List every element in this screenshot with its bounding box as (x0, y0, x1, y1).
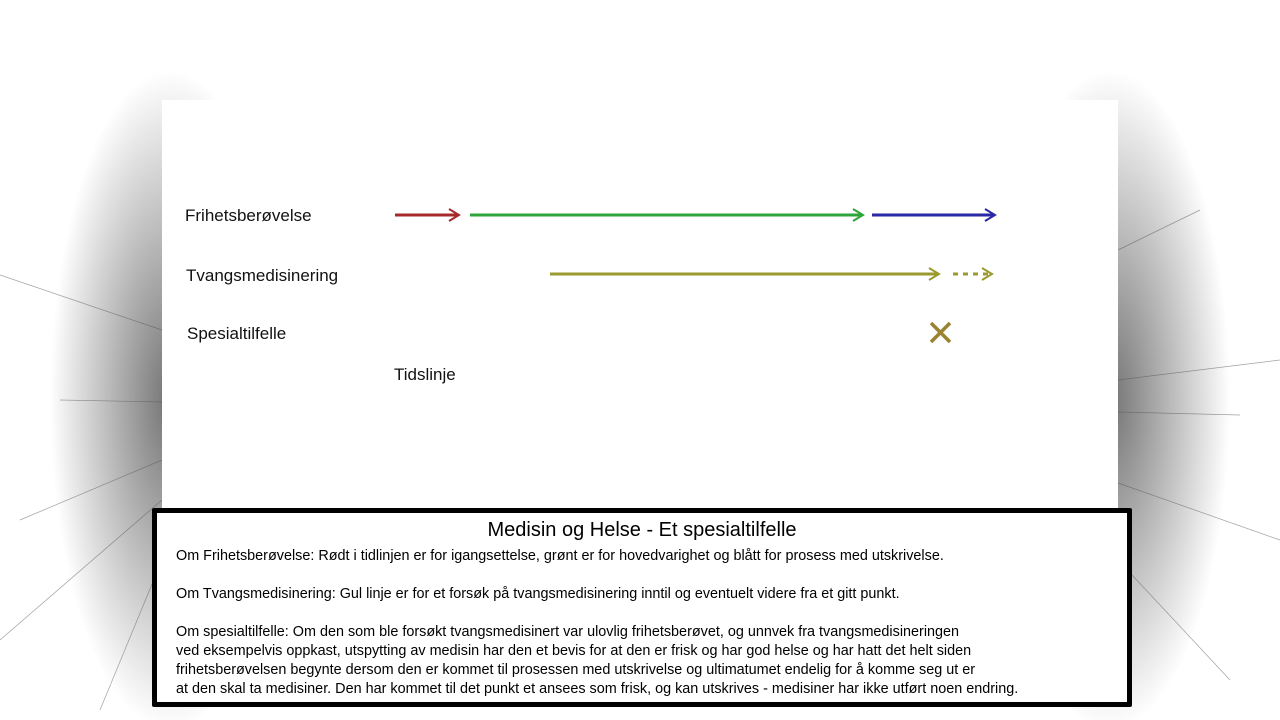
timeline-label: Tidslinje (394, 365, 456, 384)
info-spesial-line: ved eksempelvis oppkast, utspytting av medisin har den et bevis for at den er frisk og har god helse og har hatt det helt siden (176, 643, 972, 659)
arrow-olive-medication (550, 268, 939, 280)
arrow-red-start (395, 209, 459, 221)
arrow-blue-discharge (872, 209, 995, 221)
row-label-tvangsmedisinering: Tvangsmedisinering (186, 266, 339, 285)
info-spesial-line: frihetsberøvelsen begynte dersom den er kommet til prosessen med utskrivelse og ultimatumet endelig for å komme seg ut er (176, 662, 976, 678)
info-spesial-line: Om spesialtilfelle: Om den som ble forsøkt tvangsmedisinert var ulovlig frihetsberøvet, og unnvek fra tvangsmedisineringen (176, 624, 960, 640)
info-tvang-text: Om Tvangsmedisinering: Gul linje er for et forsøk på tvangsmedisinering inntil og eventuelt videre fra et gitt punkt. (176, 586, 900, 602)
info-frihet-text: Om Frihetsberøvelse: Rødt i tidlinjen er for igangsettelse, grønt er for hovedvarighet og blått for prosess med utskrivelse. (176, 548, 944, 564)
info-box (152, 508, 1132, 707)
row-label-frihetsberovelse: Frihetsberøvelse (185, 206, 312, 225)
arrow-green-main (470, 209, 863, 221)
info-title: Medisin og Helse - Et spesialtilfelle (487, 519, 797, 541)
x-mark-icon (931, 323, 950, 342)
info-spesial-line: at den skal ta medisiner. Den har kommet til det punkt et ansees som frisk, og kan utskrives - medisiner har ikke utført noen endring. (176, 681, 1019, 697)
arrow-olive-dotted (953, 268, 992, 280)
row-label-spesialtilfelle: Spesialtilfelle (187, 324, 287, 343)
